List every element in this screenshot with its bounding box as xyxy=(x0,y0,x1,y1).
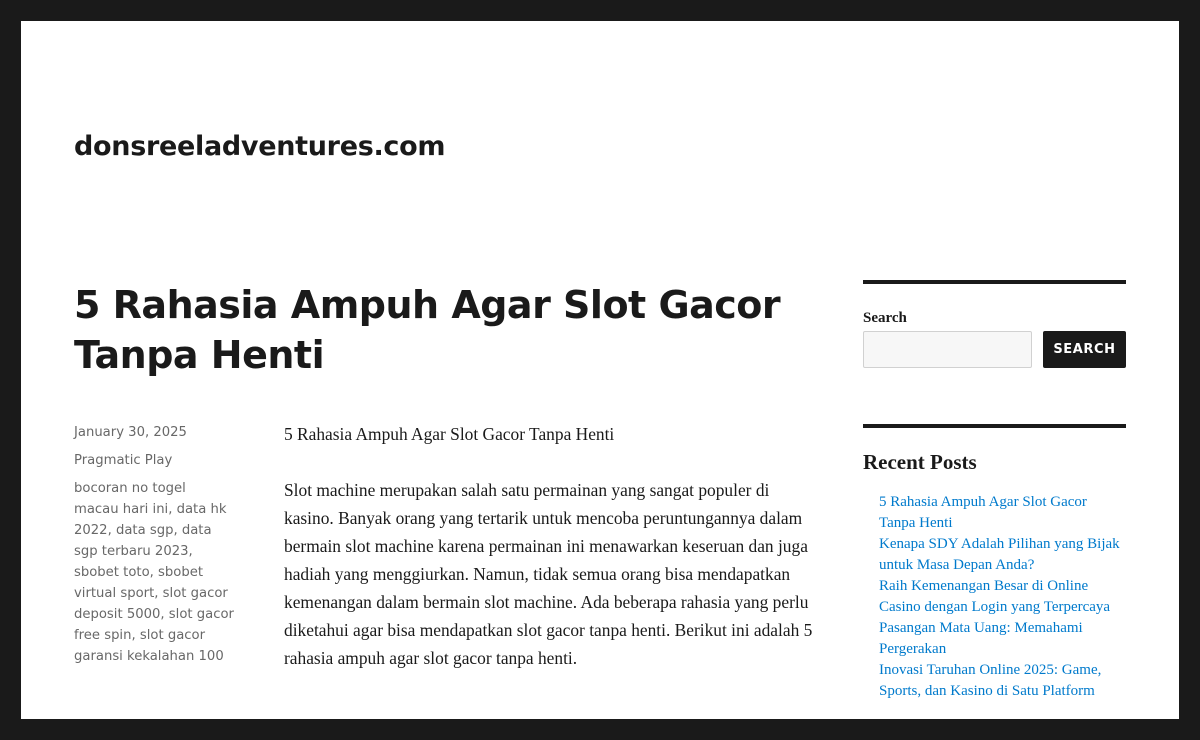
recent-post-link[interactable]: Raih Kemenangan Besar di Online Casino dengan Login yang Terpercaya xyxy=(879,578,1111,615)
list-item xyxy=(879,534,1126,576)
recent-post-link[interactable]: Pasangan Mata Uang: Memahami Pergerakan xyxy=(879,620,1083,657)
tag-link[interactable]: slot gacor garansi kekalahan 100 xyxy=(74,628,224,664)
tag-link[interactable]: sbobet toto xyxy=(74,565,150,580)
recent-post-link[interactable]: Inovasi Taruhan Online 2025: Game, Sports, dan Kasino di Satu Platform xyxy=(879,662,1102,699)
tag-link[interactable]: data sgp terbaru 2023 xyxy=(74,523,212,559)
recent-posts-widget xyxy=(863,424,1126,702)
search-button[interactable]: SEARCH xyxy=(1043,331,1126,368)
recent-post-link[interactable]: Kenapa SDY Adalah Pilihan yang Bijak untuk Masa Depan Anda? xyxy=(879,536,1120,573)
post-paragraph: Slot machine merupakan salah satu permainan yang sangat populer di kasino. Banyak orang yang tertarik untuk mencoba peruntungannya dalam bermain slot machine karena permainan ini menawarkan keseruan dan juga hadiah yang menggiurkan. Namun, tidak semua orang bisa mendapatkan kemenangan dalam bermain slot machine. Ada beberapa rahasia yang perlu diketahui agar bisa mendapatkan slot gacor tanpa henti. Berikut ini adalah 5 rahasia ampuh agar slot gacor tanpa henti. xyxy=(284,480,813,668)
recent-posts-list xyxy=(863,492,1126,702)
recent-post-link[interactable]: 5 Rahasia Ampuh Agar Slot Gacor Tanpa Henti xyxy=(879,494,1087,531)
list-item xyxy=(879,492,1126,534)
post-paragraph: 5 Rahasia Ampuh Agar Slot Gacor Tanpa Henti xyxy=(284,424,615,444)
site-title[interactable]: donsreeladventures.com xyxy=(74,131,446,162)
tag-link[interactable]: slot gacor deposit 5000 xyxy=(74,586,228,622)
list-item xyxy=(879,660,1126,702)
widget-divider xyxy=(863,280,1126,284)
post-tags: bocoran no togel macau hari ini, data hk 2022, data sgp, data sgp terbaru 2023, sbobet toto, sbobet virtual sport, slot gacor deposit 5000, slot gacor free spin, slot gacor garansi kekalahan 100 xyxy=(74,481,234,664)
recent-posts-heading: Recent Posts xyxy=(863,450,977,474)
search-label: Search xyxy=(863,310,907,326)
list-item xyxy=(879,618,1126,660)
post-date[interactable]: January 30, 2025 xyxy=(74,425,187,440)
post-content xyxy=(284,420,814,700)
post-title: 5 Rahasia Ampuh Agar Slot Gacor Tanpa Henti xyxy=(74,283,781,377)
tag-link[interactable]: slot gacor free spin xyxy=(74,607,234,643)
post-category[interactable]: Pragmatic Play xyxy=(74,453,173,468)
tag-link[interactable]: data hk 2022 xyxy=(74,502,227,538)
sidebar xyxy=(863,280,1126,702)
search-input[interactable] xyxy=(863,331,1032,368)
search-form xyxy=(863,331,1126,368)
tag-link[interactable]: bocoran no togel macau hari ini xyxy=(74,481,186,517)
page xyxy=(21,21,1179,719)
tag-link[interactable]: sbobet virtual sport xyxy=(74,565,203,601)
tag-link[interactable]: data sgp xyxy=(115,523,174,538)
widget-divider xyxy=(863,424,1126,428)
post-meta xyxy=(74,422,234,674)
list-item xyxy=(879,576,1126,618)
